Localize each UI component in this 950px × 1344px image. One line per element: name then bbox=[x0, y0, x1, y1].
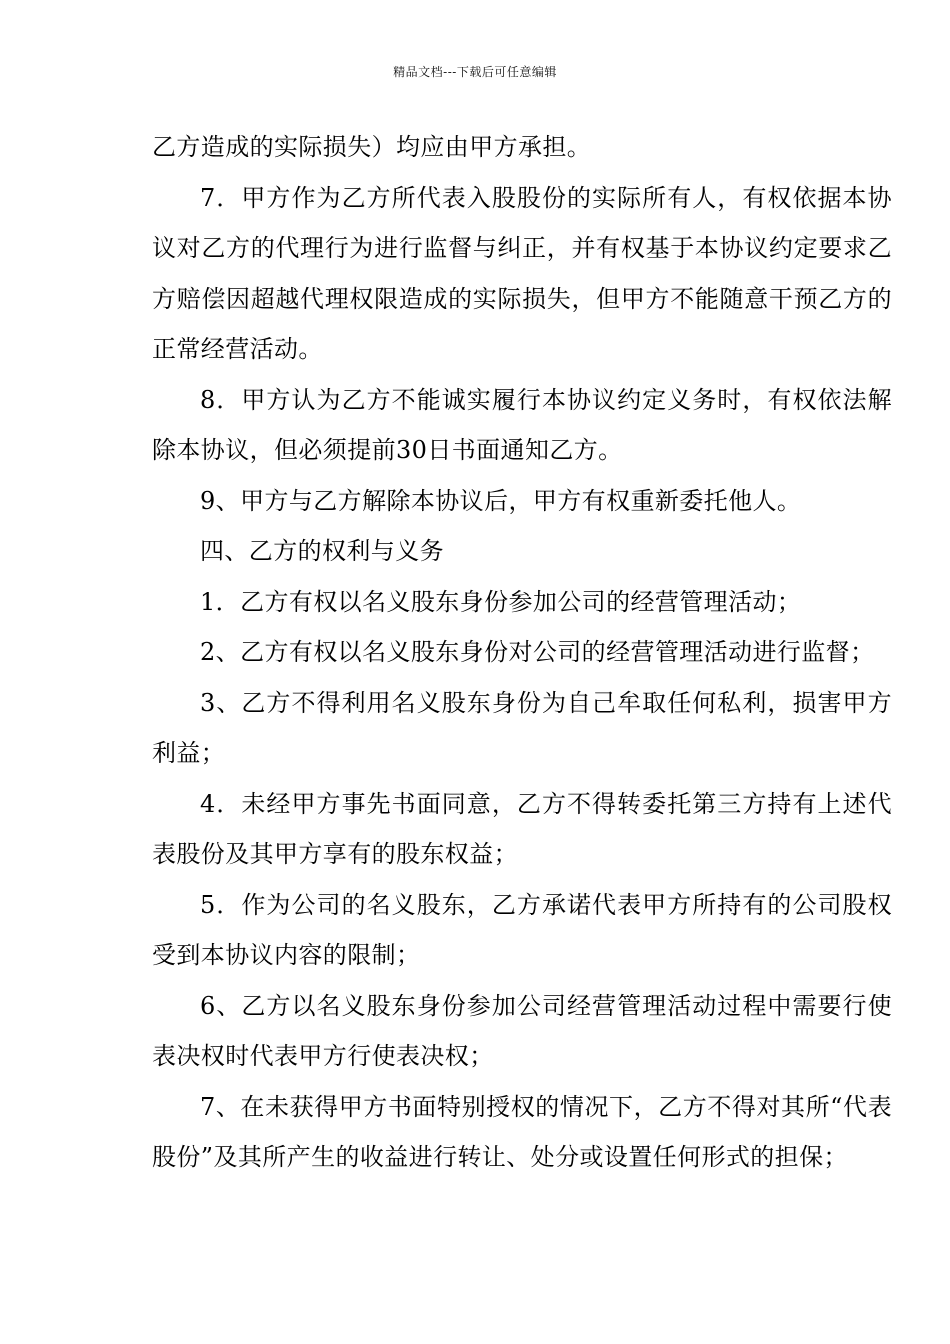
paragraph-clause-4-1: 1．乙方有权以名义股东身份参加公司的经营管理活动； bbox=[200, 587, 802, 616]
paragraph-clause-4-7: 7、在未获得甲方书面特别授权的情况下，乙方不得对其所“代表股份”及其所产生的收益进行转让、处分或设置任何形式的担保； bbox=[152, 1092, 892, 1171]
paragraph-clause-4-4: 4．未经甲方事先书面同意，乙方不得转委托第三方持有上述代表股份及其甲方享有的股东权益； bbox=[152, 789, 892, 868]
paragraph-clause-3-8: 8．甲方认为乙方不能诚实履行本协议约定义务时，有权依法解除本协议，但必须提前30日书面通知乙方。 bbox=[152, 385, 892, 464]
page-header: 精品文档---下载后可任意编辑 bbox=[393, 65, 557, 79]
paragraph-clause-3-7: 7．甲方作为乙方所代表入股股份的实际所有人，有权依据本协议对乙方的代理行为进行监督与纠正，并有权基于本协议约定要求乙方赔偿因超越代理权限造成的实际损失，但甲方不能随意干预乙方的正常经营活动。 bbox=[152, 183, 892, 363]
paragraph-clause-4-6: 6、乙方以名义股东身份参加公司经营管理活动过程中需要行使表决权时代表甲方行使表决权； bbox=[152, 991, 892, 1070]
document-body bbox=[152, 122, 892, 1183]
paragraph-clause-4-3: 3、乙方不得利用名义股东身份为自己牟取任何私利，损害甲方利益； bbox=[152, 688, 892, 767]
paragraph-clause-4-2: 2、乙方有权以名义股东身份对公司的经营管理活动进行监督； bbox=[200, 638, 875, 666]
paragraph-clause-4-5: 5．作为公司的名义股东，乙方承诺代表甲方所持有的公司股权受到本协议内容的限制； bbox=[152, 890, 892, 969]
section-heading-party-b-rights: 四、乙方的权利与义务 bbox=[200, 537, 444, 565]
paragraph-clause-3-9: 9、甲方与乙方解除本协议后，甲方有权重新委托他人。 bbox=[200, 486, 802, 515]
paragraph-continuation: 乙方造成的实际损失）均应由甲方承担。 bbox=[152, 133, 592, 161]
